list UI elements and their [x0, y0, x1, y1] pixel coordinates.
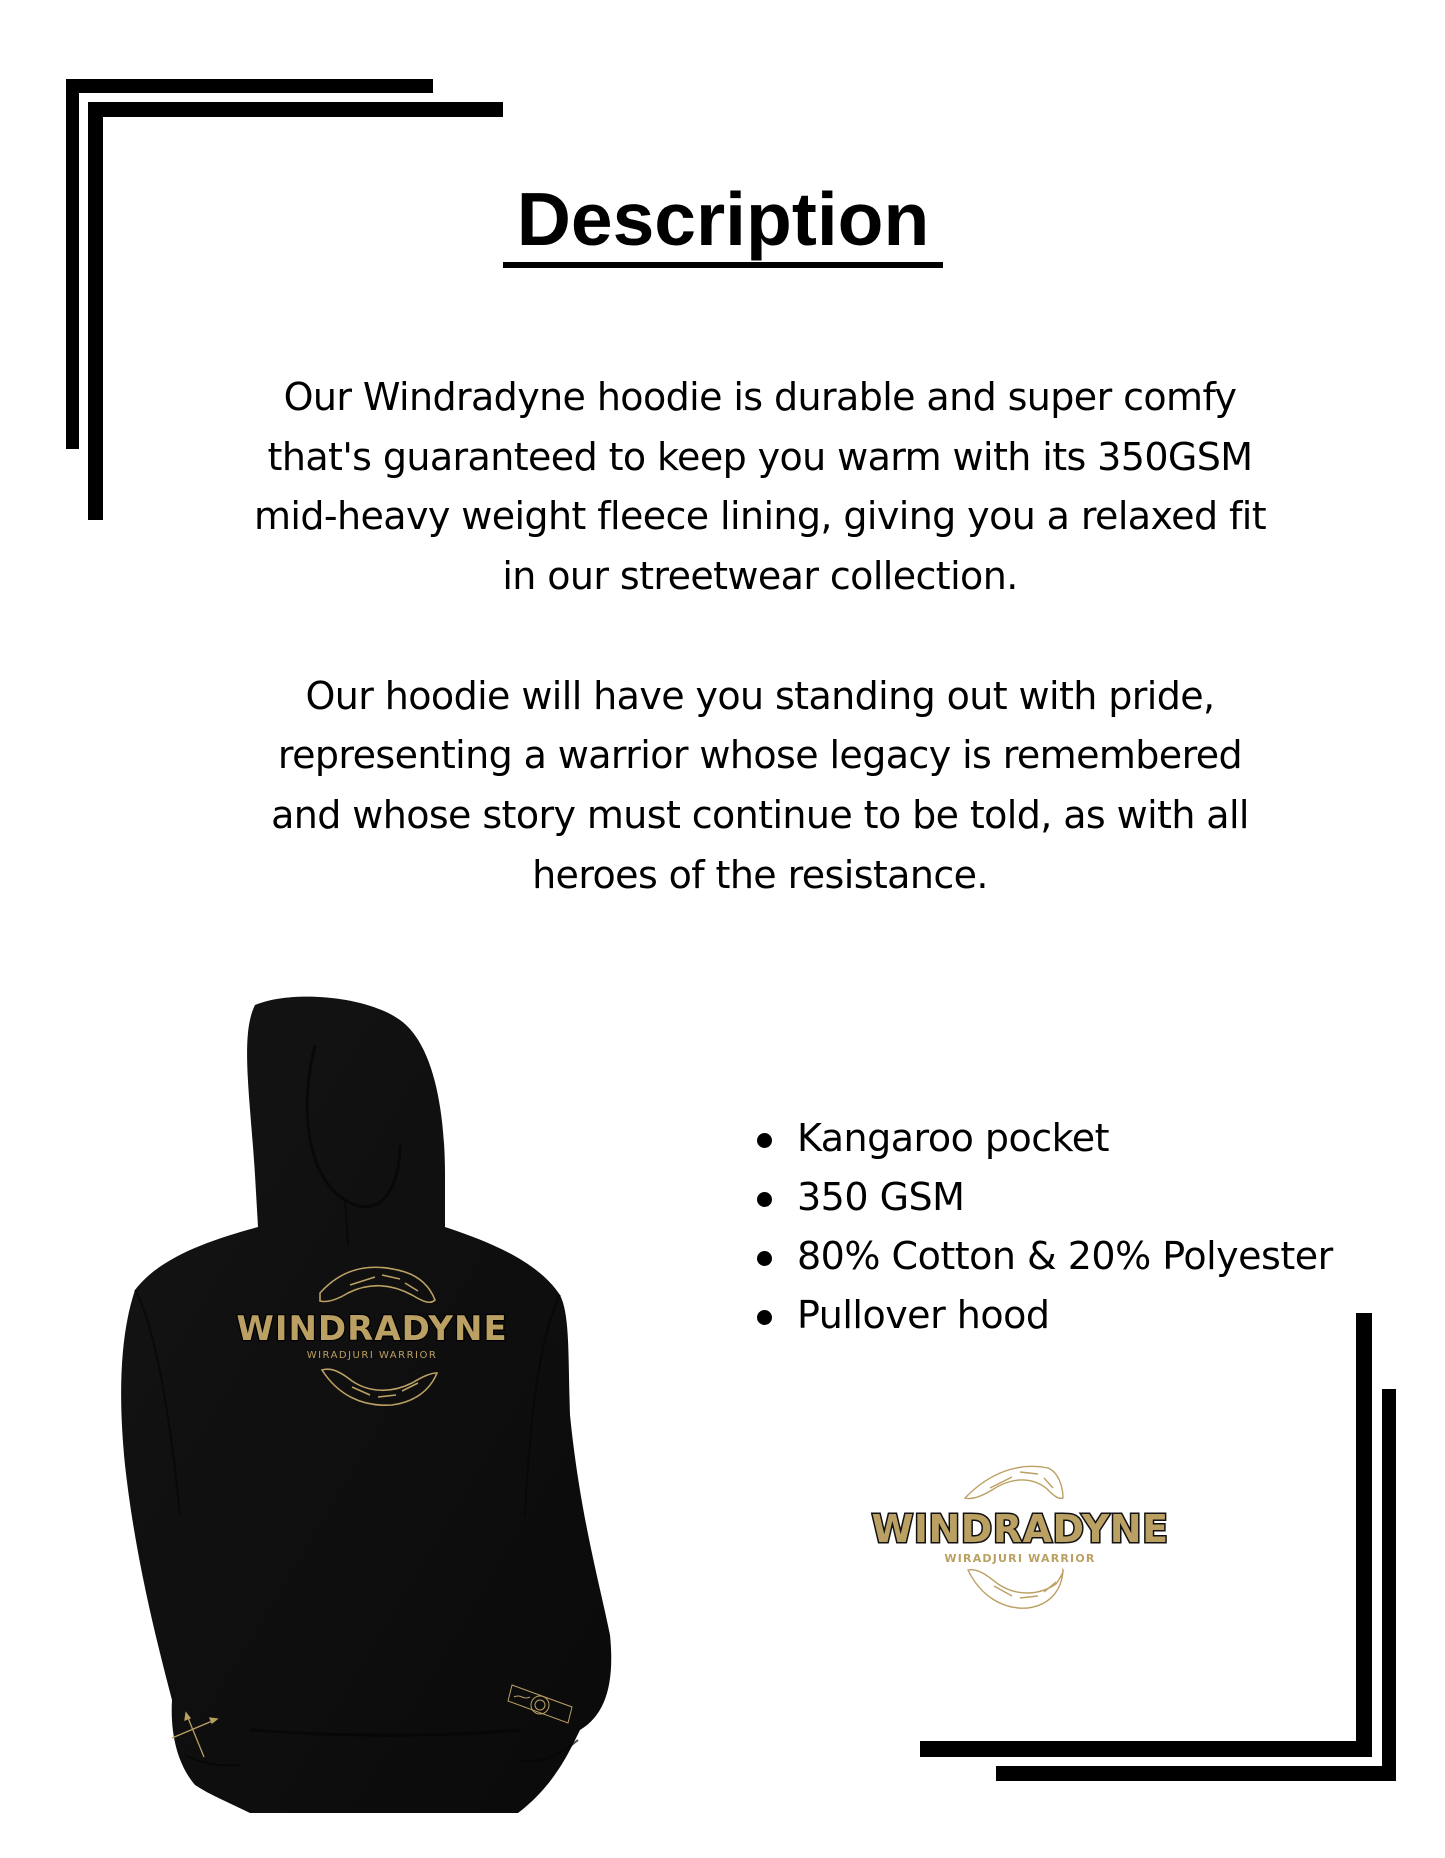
features-list — [757, 1109, 1333, 1345]
bullet-icon — [757, 1310, 772, 1325]
desc-line: that's guaranteed to keep you warm with its 350GSM — [267, 434, 1253, 479]
page-heading — [503, 176, 943, 262]
desc-line: in our streetwear collection. — [502, 554, 1018, 599]
feature-item — [757, 1109, 1333, 1168]
title-underline — [503, 262, 943, 268]
desc-line: heroes of the resistance. — [532, 852, 988, 897]
brand-name: WINDRADYNE — [871, 1507, 1169, 1551]
boomerang-icon — [965, 1466, 1063, 1498]
desc-line: representing a warrior whose legacy is remembered — [277, 733, 1243, 778]
bullet-icon — [757, 1133, 772, 1148]
bullet-icon — [757, 1251, 772, 1266]
hoodie-product-image — [100, 995, 620, 1825]
hoodie-print-tagline: WIRADJURI WARRIOR — [306, 1350, 438, 1361]
description-paragraph-1 — [180, 368, 1340, 607]
feature-label: Kangaroo pocket — [797, 1116, 1110, 1160]
feature-label: 350 GSM — [797, 1175, 965, 1219]
desc-line: mid-heavy weight fleece lining, giving you a relaxed fit — [254, 494, 1266, 539]
feature-label: 80% Cotton & 20% Polyester — [797, 1234, 1333, 1278]
desc-line: and whose story must continue to be told, as with all — [271, 792, 1249, 837]
description-paragraph-2 — [180, 667, 1340, 906]
brand-logo — [870, 1450, 1170, 1620]
desc-line: Our hoodie will have you standing out with pride, — [305, 673, 1215, 718]
paragraph-gap — [180, 607, 1340, 667]
bullet-icon — [757, 1192, 772, 1207]
boomerang-icon — [968, 1570, 1063, 1608]
feature-item — [757, 1168, 1333, 1227]
description-text — [180, 368, 1340, 905]
feature-item — [757, 1227, 1333, 1286]
desc-line: Our Windradyne hoodie is durable and super comfy — [283, 375, 1237, 419]
hoodie-print-title: WINDRADYNE — [236, 1309, 508, 1349]
brand-tagline: WIRADJURI WARRIOR — [944, 1552, 1096, 1565]
page-title: Description — [516, 177, 930, 261]
feature-label: Pullover hood — [797, 1293, 1050, 1337]
feature-item — [757, 1286, 1333, 1345]
